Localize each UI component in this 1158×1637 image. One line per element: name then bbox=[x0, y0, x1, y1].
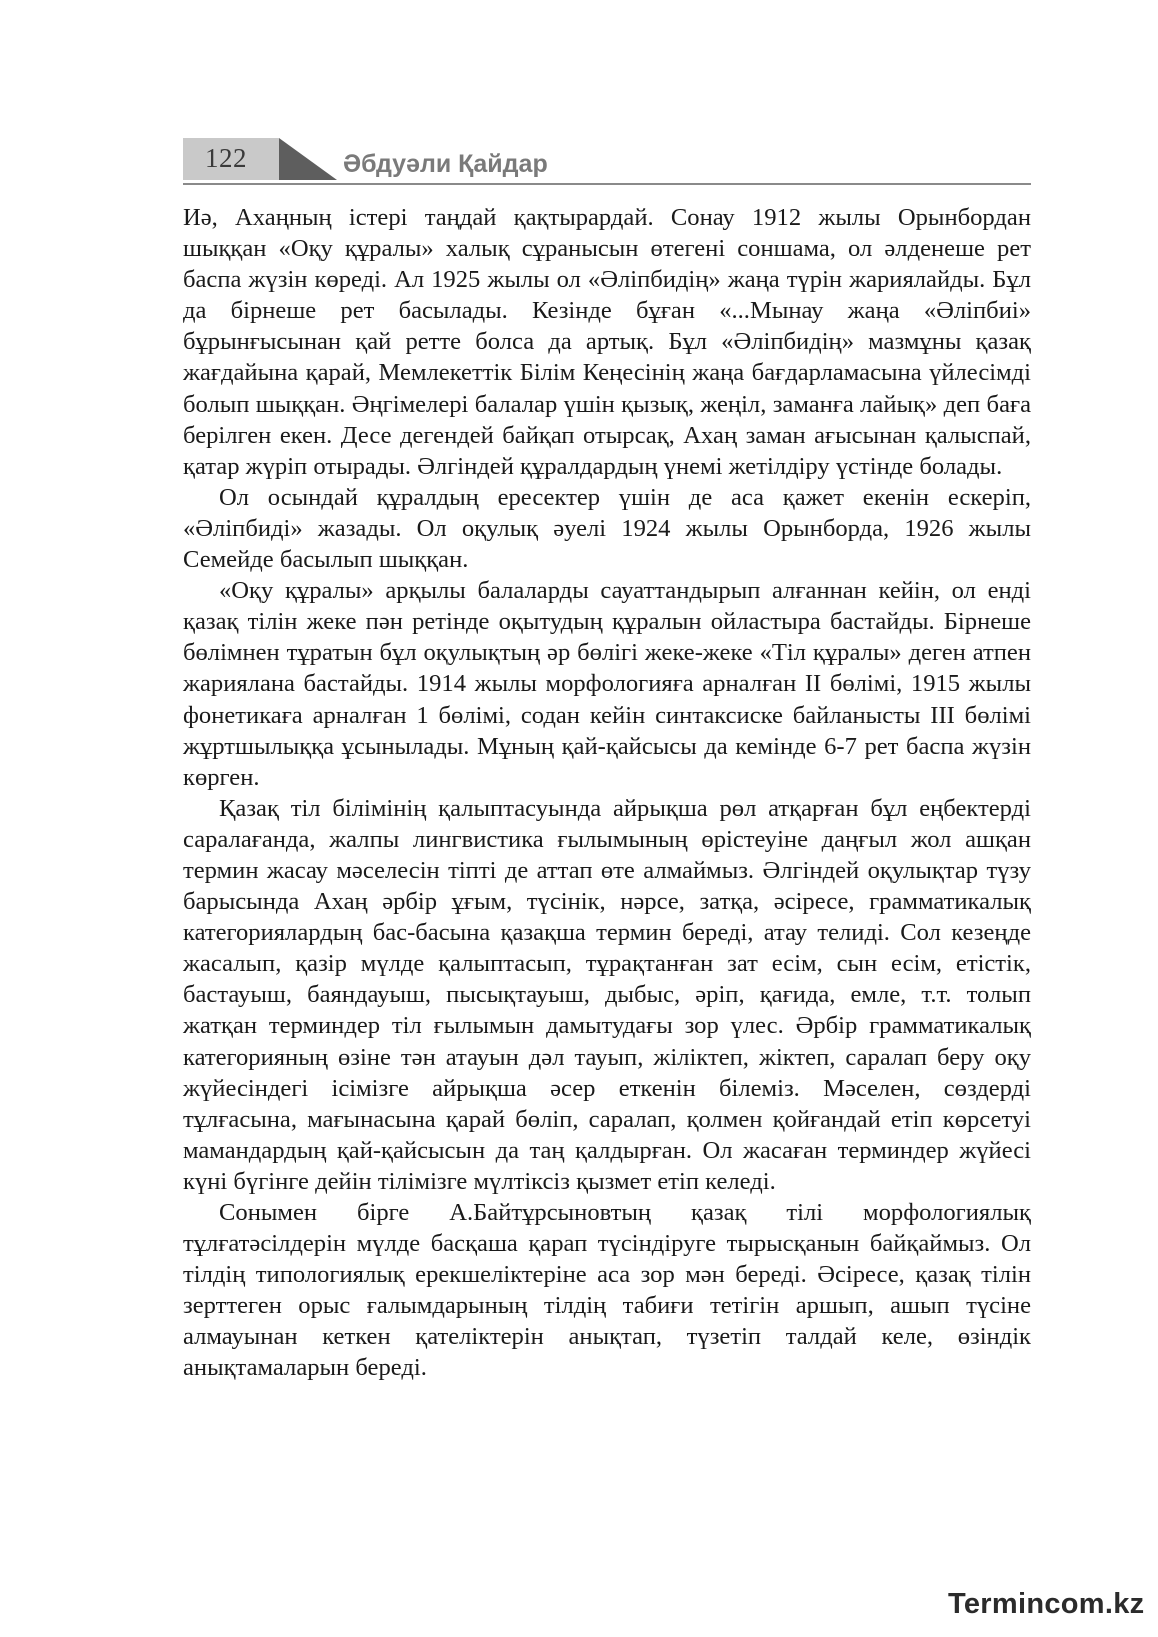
header-rule bbox=[183, 183, 1031, 185]
paragraph: Иә, Ахаңның істері таңдай қақтырардай. Сонау 1912 жылы Орынбордан шыққан «Оқу құралы» халық сұранысын өтегені соншама, ол әлденеше рет баспа жүзін көреді. Ал 1925 жылы ол «Әліпбидің» жаңа түрін жариялайды. Бұл да бірнеше рет басылады. Кезінде бұған «...Мынау жаңа «Әліпбиі» бұрынғысынан қай ретте болса да артық. Бұл «Әліпбидің» мазмұны қазақ жағдайына қарай, Мемлекеттік Білім Кеңесінің жаңа бағдарламасына үйлесімді болып шыққан. Әңгімелері балалар үшін қызық, жеңіл, заманға лайық» деп баға берілген екен. Десе дегендей байқап отырсақ, Ахаң заман ағысынан қалыспай, қатар жүріп отырады. Әлгіндей құралдардың үнемі жетілдіру үстінде болады. bbox=[183, 204, 1031, 480]
running-head-author: Әбдуәли Қайдар bbox=[343, 150, 548, 178]
paragraph: Сонымен бірге А.Байтұрсыновтың қазақ тілі морфологиялық тұлғатәсілдерін мүлде басқаша қарап түсіндіруге тырысқанын байқаймыз. Ол тілдің типологиялық ерекшеліктеріне аса зор мән береді. Әсіресе, қазақ тілін зерттеген орыс ғалымдарының тілдің табиғи тетігін аршып, ашып түсіне алмауынан кеткен қателіктерін анықтап, түзетіп талдай келе, өзіндік анықтамаларын береді. bbox=[183, 1199, 1031, 1382]
header-wedge-decoration bbox=[279, 138, 337, 180]
body-text bbox=[183, 202, 1031, 1384]
page-number: 122 bbox=[205, 143, 247, 173]
site-watermark: Termincom.kz bbox=[948, 1588, 1145, 1620]
running-header bbox=[183, 138, 1031, 188]
paragraph: Ол осындай құралдың ересектер үшін де аса қажет екенін ескеріп, «Әліпбиді» жазады. Ол оқулық әуелі 1924 жылы Орынборда, 1926 жылы Семейде басылып шыққан. bbox=[183, 483, 1031, 574]
paragraph: «Оқу құралы» арқылы балаларды сауаттандырып алғаннан кейін, ол енді қазақ тілін жеке пән ретінде оқытудың құралын ойластыра бастайды. Бірнеше бөлімнен тұратын бұл оқулықтың әр бөлігі жеке-жеке «Тіл құралы» деген атпен жариялана бастайды. 1914 жылы морфологияға арналған II бөлімі, 1915 жылы фонетикаға арналған 1 бөлімі, содан кейін синтаксиске байланысты III бөлімі жұртшылыққа ұсынылады. Мұның қай-қайсысы да кемінде 6-7 рет баспа жүзін көрген. bbox=[183, 577, 1031, 791]
paragraph: Қазақ тіл білімінің қалыптасуында айрықша рөл атқарған бұл еңбектерді саралағанда, жалпы лингвистика ғылымының өрістеуіне даңғыл жол ашқан термин жасау мәселесін тіпті де аттап өте алмаймыз. Әлгіндей оқулықтар түзу барысында Ахаң әрбір ұғым, түсінік, нәрсе, затқа, әсіресе, грамматикалық категориялардың бас-басына қазақша термин береді, атау телиді. Сол кезеңде жасалып, қазір мүлде қалыптасып, тұрақтанған зат есім, сын есім, етістік, бастауыш, баяндауыш, пысықтауыш, дыбыс, әріп, қағида, емле, т.т. толып жатқан терминдер тіл ғылымын дамытудағы зор үлес. Әрбір грамматикалық категорияның өзіне тән атауын дәл тауып, жіліктеп, жіктеп, саралап беру оқу жүйесіндегі ісімізге айрықша әсер еткенін білеміз. Мәселен, сөздерді тұлғасына, мағынасына қарай бөліп, саралап, қолмен қойғандай етіп көрсетуі мамандардың қай-қайсысын да таң қалдырған. Ол жасаған терминдер жүйесі күні бүгінге дейін тілімізге мүлтіксіз қызмет етіп келеді. bbox=[183, 794, 1031, 1195]
